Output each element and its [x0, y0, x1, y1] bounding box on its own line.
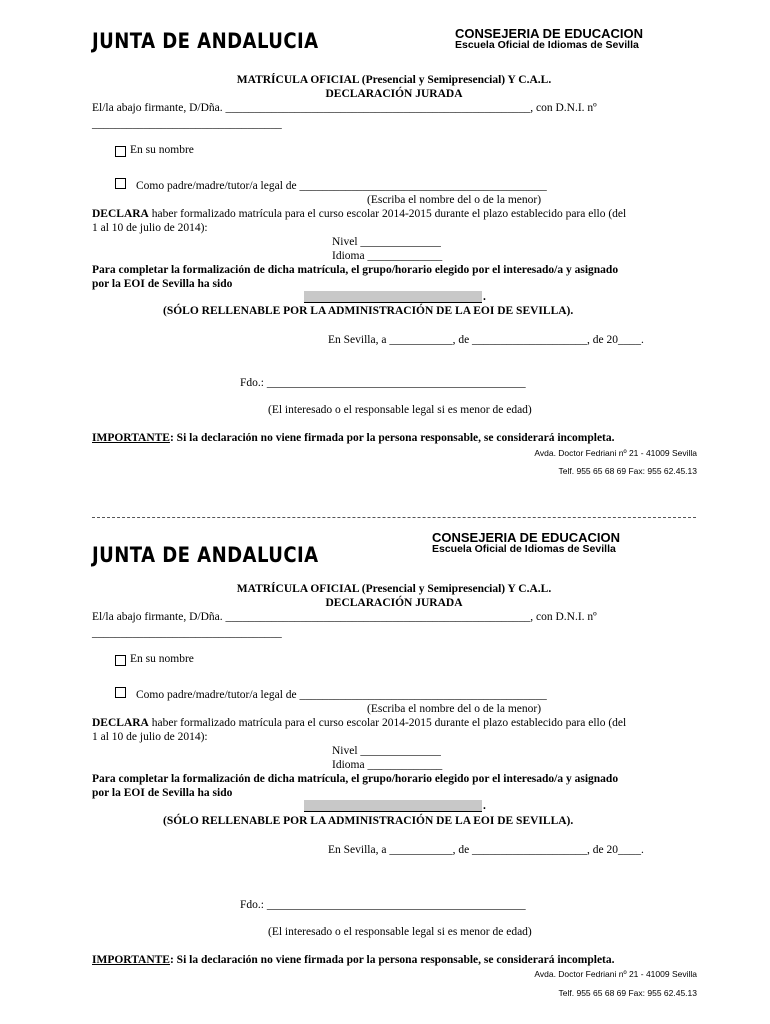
form-subtitle: DECLARACIÓN JURADA: [325, 597, 463, 609]
completar-text-2: por la EOI de Sevilla ha sido: [92, 787, 233, 799]
importante-note: IMPORTANTE: Si la declaración no viene firmada por la persona responsable, se considerará incompleta.: [92, 954, 615, 966]
own-name-checkbox[interactable]: [115, 146, 126, 157]
admin-field-end: .: [483, 800, 486, 812]
signature-note: (El interesado o el responsable legal si es menor de edad): [268, 404, 532, 416]
form-subtitle: DECLARACIÓN JURADA: [325, 88, 463, 100]
escuela-subtitle: Escuela Oficial de Idiomas de Sevilla: [455, 39, 639, 51]
form-title: MATRÍCULA OFICIAL (Presencial y Semipresencial) Y C.A.L.: [236, 583, 552, 595]
consejeria-title: CONSEJERIA DE EDUCACION: [432, 530, 621, 545]
idioma-field: Idioma _____________: [332, 759, 443, 771]
school-phone: Telf. 955 65 68 69 Fax: 955 62.45.13: [558, 988, 697, 998]
nivel-field: Nivel ______________: [332, 236, 441, 248]
admin-note: (SÓLO RELLENABLE POR LA ADMINISTRACIÓN DE LA EOI DE SEVILLA).: [163, 815, 574, 827]
declara-text-2: 1 al 10 de julio de 2014):: [92, 222, 208, 234]
guardian-label: Como padre/madre/tutor/a legal de ___________________________________________: [136, 180, 547, 192]
junta-logo: JUNTA DE ANDALUCIA: [92, 29, 319, 53]
place-date-line: En Sevilla, a ___________, de ____________________, de 20____.: [328, 844, 644, 856]
consejeria-title: CONSEJERIA DE EDUCACION: [455, 26, 644, 41]
own-name-label: En su nombre: [130, 144, 194, 156]
firmante-line: El/la abajo firmante, D/Dña. _____________________________________________________, con D.N.I. nº: [92, 102, 597, 114]
junta-logo: JUNTA DE ANDALUCIA: [92, 543, 319, 567]
signature-line: Fdo.: _____________________________________________: [240, 377, 526, 389]
guardian-label: Como padre/madre/tutor/a legal de ___________________________________________: [136, 689, 547, 701]
form-copy-2: [0, 512, 770, 1012]
admin-group-field: [304, 800, 482, 812]
completar-text-2: por la EOI de Sevilla ha sido: [92, 278, 233, 290]
school-address: Avda. Doctor Fedriani nº 21 - 41009 Sevilla: [534, 448, 697, 458]
admin-group-field: [304, 291, 482, 303]
form-title: MATRÍCULA OFICIAL (Presencial y Semipresencial) Y C.A.L.: [236, 74, 552, 86]
completar-text: Para completar la formalización de dicha matrícula, el grupo/horario elegido por el interesado/a y asignado: [92, 773, 619, 785]
place-date-line: En Sevilla, a ___________, de ____________________, de 20____.: [328, 334, 644, 346]
dni-line: _________________________________: [92, 118, 282, 130]
importante-note: IMPORTANTE: Si la declaración no viene firmada por la persona responsable, se considerará incompleta.: [92, 432, 615, 444]
dni-line: _________________________________: [92, 627, 282, 639]
completar-text: Para completar la formalización de dicha matrícula, el grupo/horario elegido por el interesado/a y asignado: [92, 264, 619, 276]
school-phone: Telf. 955 65 68 69 Fax: 955 62.45.13: [558, 466, 697, 476]
declara-text-2: 1 al 10 de julio de 2014):: [92, 731, 208, 743]
admin-field-end: .: [483, 291, 486, 303]
escuela-subtitle: Escuela Oficial de Idiomas de Sevilla: [432, 543, 616, 555]
guardian-checkbox[interactable]: [115, 687, 126, 698]
admin-note: (SÓLO RELLENABLE POR LA ADMINISTRACIÓN DE LA EOI DE SEVILLA).: [163, 305, 574, 317]
signature-note: (El interesado o el responsable legal si es menor de edad): [268, 926, 532, 938]
guardian-checkbox[interactable]: [115, 178, 126, 189]
declara-text: DECLARA haber formalizado matrícula para el curso escolar 2014-2015 durante el plazo establecido para ello (del: [92, 208, 627, 220]
firmante-line: El/la abajo firmante, D/Dña. _____________________________________________________, con D.N.I. nº: [92, 611, 597, 623]
nivel-field: Nivel ______________: [332, 745, 441, 757]
form-copy-1: [0, 0, 770, 500]
guardian-hint: (Escriba el nombre del o de la menor): [367, 194, 542, 206]
own-name-label: En su nombre: [130, 653, 194, 665]
guardian-hint: (Escriba el nombre del o de la menor): [367, 703, 542, 715]
school-address: Avda. Doctor Fedriani nº 21 - 41009 Sevilla: [534, 969, 697, 979]
own-name-checkbox[interactable]: [115, 655, 126, 666]
declara-text: DECLARA haber formalizado matrícula para el curso escolar 2014-2015 durante el plazo establecido para ello (del: [92, 717, 627, 729]
signature-line: Fdo.: _____________________________________________: [240, 899, 526, 911]
idioma-field: Idioma _____________: [332, 250, 443, 262]
